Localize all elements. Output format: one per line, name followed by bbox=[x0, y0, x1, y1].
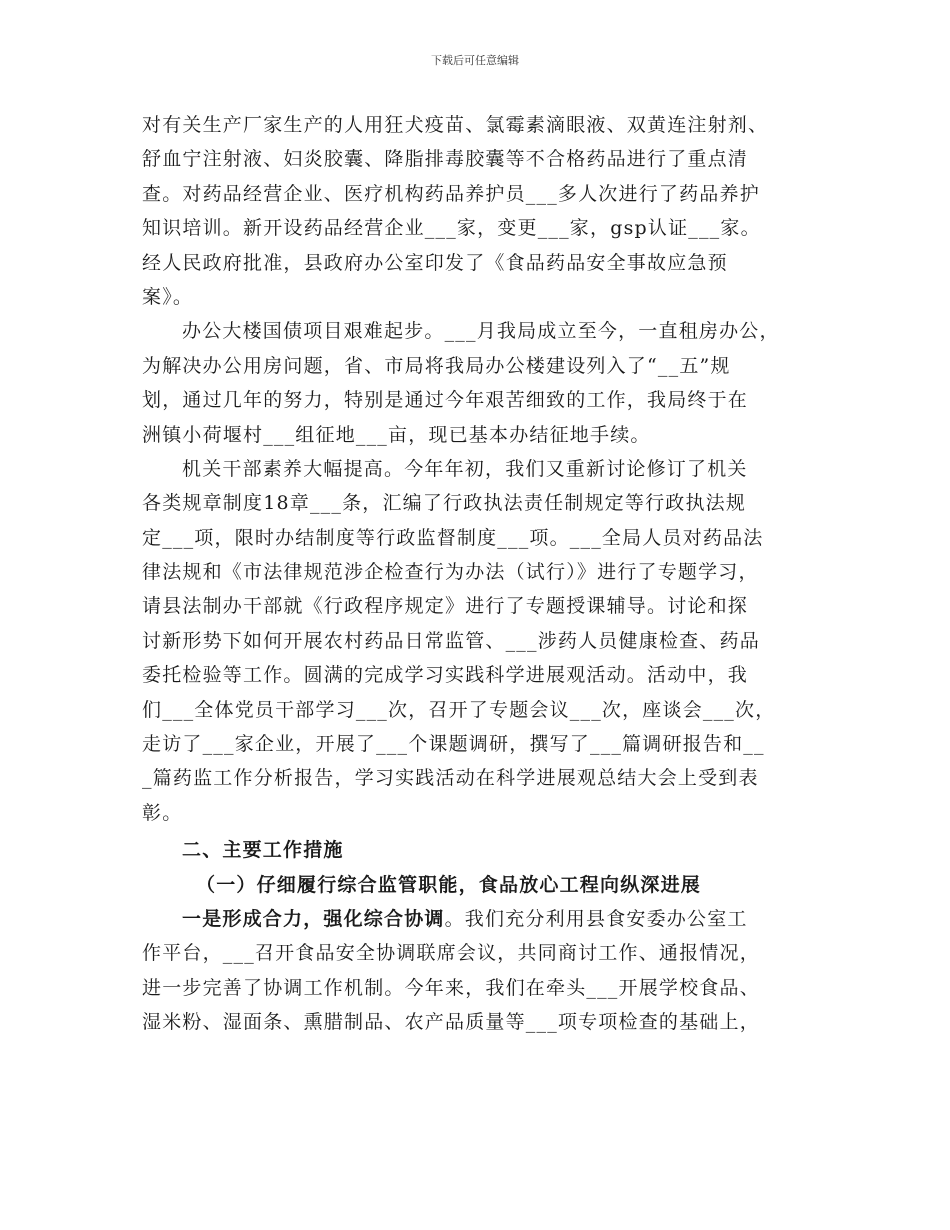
text-line: 请县法制办干部就《行政程序规定》进行了专题授课辅导。讨论和探 bbox=[142, 595, 749, 618]
page-header: 下载后可任意编辑 bbox=[431, 54, 519, 67]
text-line: 作平台，___召开食品安全协调联席会议，共同商讨工作、通报情况， bbox=[142, 942, 760, 965]
text-line: 案》。 bbox=[142, 285, 194, 308]
text-line: 各类规章制度18章___条，汇编了行政执法责任制规定等行政执法规 bbox=[142, 492, 747, 515]
text-line: 舒血宁注射液、妇炎胶囊、降脂排毒胶囊等不合格药品进行了重点清 bbox=[142, 148, 749, 171]
section-heading: 二、主要工作措施 bbox=[182, 839, 344, 862]
paragraph-start bbox=[142, 902, 822, 936]
text-line: 洲镇小荷堰村___组征地___亩，现已基本办结征地手续。 bbox=[142, 423, 651, 446]
text-line: 对有关生产厂家生产的人用狂犬疫苗、氯霉素滴眼液、双黄连注射剂、 bbox=[142, 114, 769, 136]
text-line: 知识培训。新开设药品经营企业___家，变更___家，gsp认证___家。 bbox=[142, 217, 761, 240]
text-line: 走访了___家企业，开展了___个课题调研，撰写了___篇调研报告和__ bbox=[142, 733, 765, 756]
paragraph-start: 办公大楼国债项目艰难起步。___月我局成立至今，一直租房办公， bbox=[182, 320, 780, 343]
text-run: 。我们充分利用县食安委办公室工 bbox=[444, 907, 748, 930]
text-line: 进一步完善了协调工作机制。今年来，我们在牵头___开展学校食品、 bbox=[142, 976, 760, 999]
document-body bbox=[142, 108, 822, 1040]
subsection-heading: （一）仔细履行综合监管职能，食品放心工程向纵深进展 bbox=[196, 873, 702, 896]
text-line: 定___项，限时办结制度等行政监督制度___项。___全局人员对药品法 bbox=[142, 526, 764, 549]
text-line: 们___全体党员干部学习___次，召开了专题会议___次，座谈会___次， bbox=[142, 698, 776, 721]
text-line: 经人民政府批准，县政府办公室印发了《食品药品安全事故应急预 bbox=[142, 251, 728, 274]
text-line: 划，通过几年的努力，特别是通过今年艰苦细致的工作，我局终于在 bbox=[142, 389, 749, 412]
text-line: 委托检验等工作。圆满的完成学习实践科学进展观活动。活动中，我 bbox=[142, 664, 749, 687]
lead-phrase: 一是形成合力，强化综合协调 bbox=[182, 907, 445, 930]
text-line: 湿米粉、湿面条、熏腊制品、农产品质量等___项专项检查的基础上， bbox=[142, 1011, 760, 1034]
text-line: 彰。 bbox=[142, 801, 183, 824]
text-line: 为解决办公用房问题，省、市局将我局办公楼建设列入了“__五”规 bbox=[142, 354, 731, 377]
paragraph-start: 机关干部素养大幅提高。今年年初，我们又重新讨论修订了机关 bbox=[182, 457, 748, 480]
text-line: 查。对药品经营企业、医疗机构药品养护员___多人次进行了药品养护 bbox=[142, 182, 760, 205]
text-line: 讨新形势下如何开展农村药品日常监管、___涉药人员健康检查、药品 bbox=[142, 629, 760, 652]
text-line: 律法规和《市法律规范涉企检查行为办法（试行）》进行了专题学习， bbox=[142, 561, 759, 584]
text-line: _篇药监工作分析报告，学习实践活动在科学进展观总结大会上受到表 bbox=[142, 767, 759, 790]
